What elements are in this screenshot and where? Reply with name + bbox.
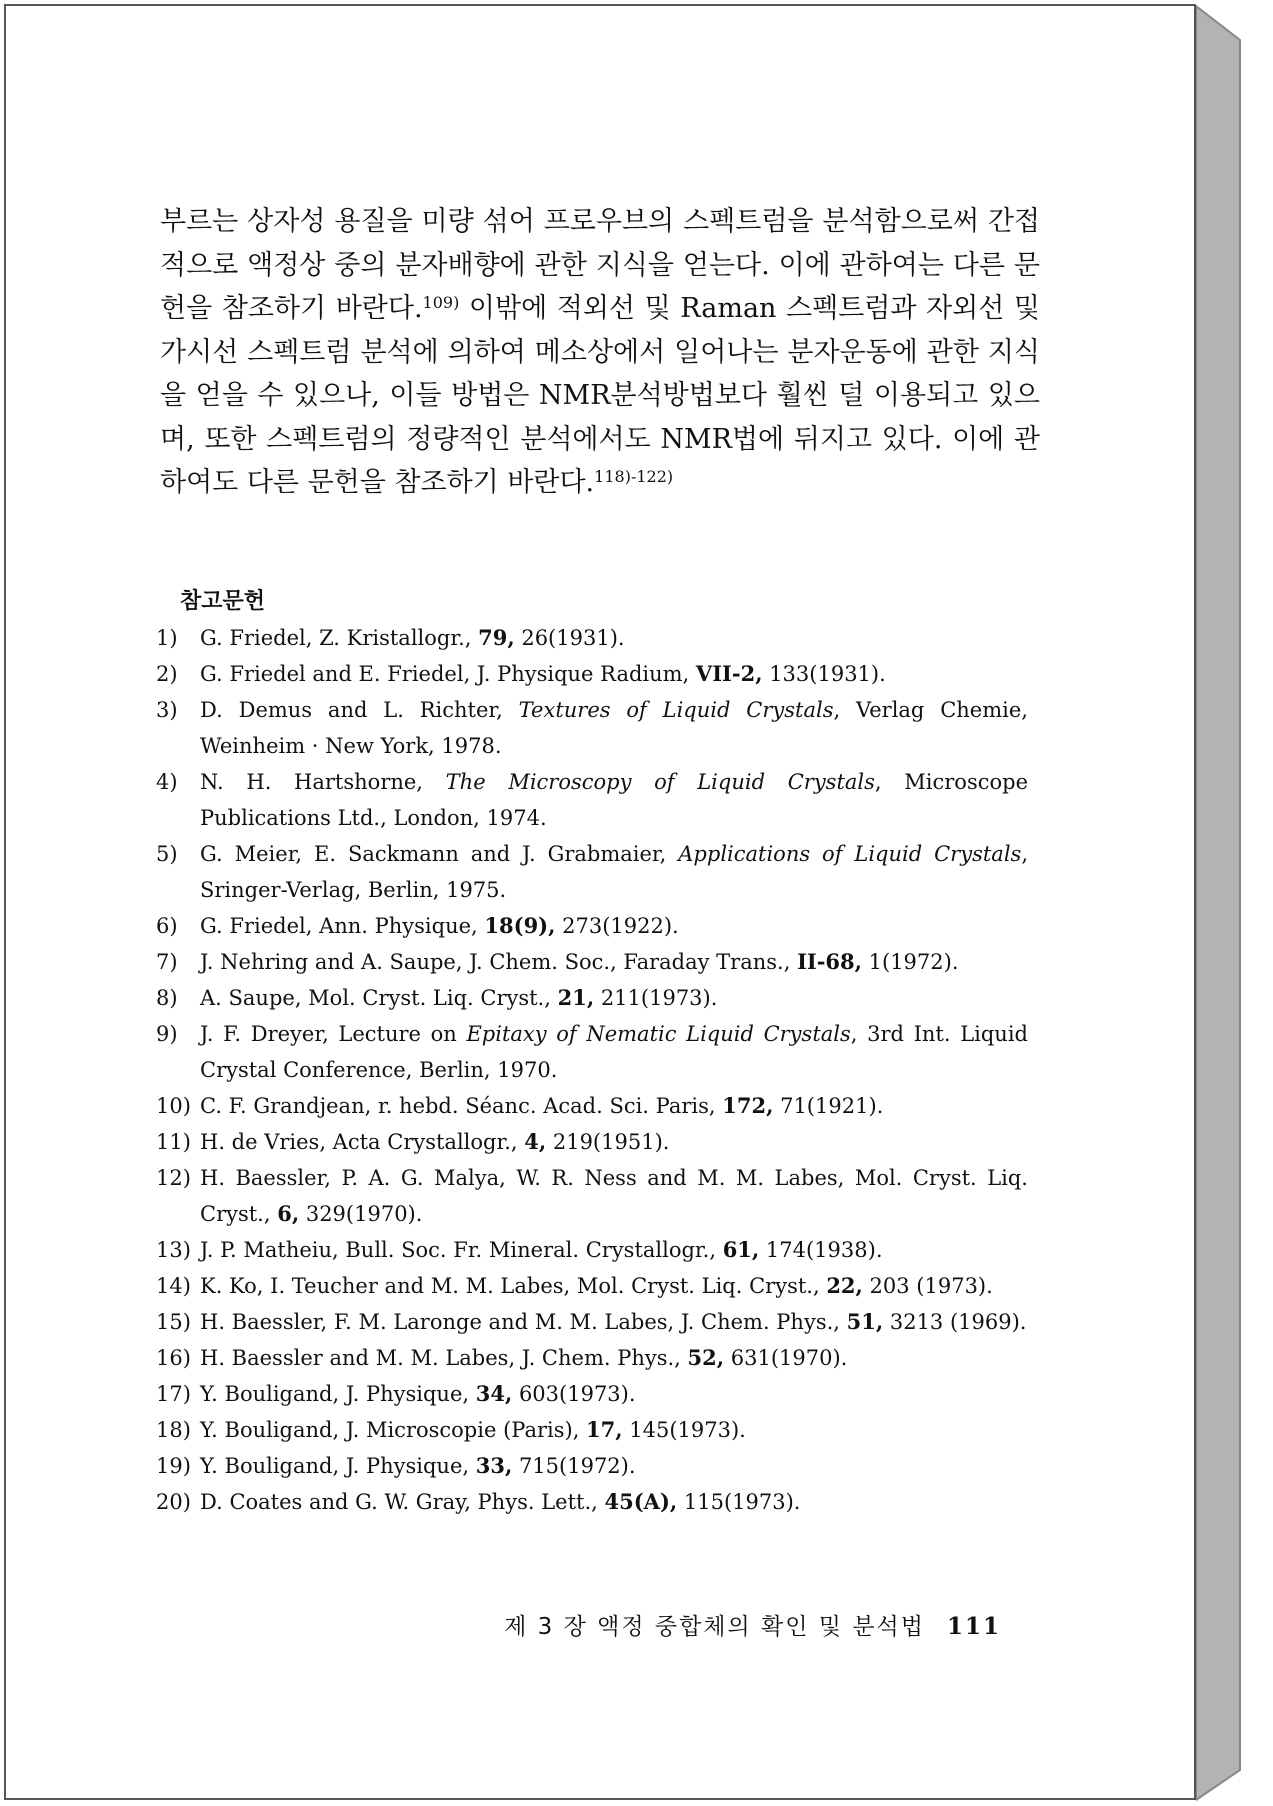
reference-details: , Verlag Chemie, Weinheim · New York, 1978.: [200, 698, 1028, 758]
reference-volume: 21,: [557, 985, 595, 1010]
citation-118-122: 118)-122): [594, 467, 674, 486]
reference-volume: 18(9),: [484, 913, 556, 938]
reference-authors: Y. Bouligand, J. Microscopie (Paris),: [200, 1418, 587, 1442]
reference-book-title: The Microscopy of Liquid Crystals: [445, 770, 875, 794]
reference-list: [156, 620, 1028, 1520]
reference-volume: 172,: [722, 1093, 774, 1118]
reference-volume: 51,: [846, 1309, 884, 1334]
reference-number: 12): [156, 1166, 191, 1190]
reference-number: 20): [156, 1490, 191, 1514]
reference-details: 203 (1973).: [862, 1274, 993, 1298]
reference-authors: G. Meier, E. Sackmann and J. Grabmaier,: [200, 842, 679, 866]
reference-number: 17): [156, 1382, 191, 1406]
reference-item: [156, 692, 1028, 764]
reference-authors: J. Nehring and A. Saupe, J. Chem. Soc., Faraday Trans.,: [200, 950, 798, 974]
book-edge: [1196, 0, 1248, 1806]
reference-item: [156, 1088, 1028, 1124]
reference-volume: 33,: [475, 1453, 513, 1478]
reference-number: 5): [156, 842, 178, 866]
reference-authors: J. P. Matheiu, Bull. Soc. Fr. Mineral. Crystallogr.,: [200, 1238, 723, 1262]
reference-item: [156, 980, 1028, 1016]
reference-authors: N. H. Hartshorne,: [200, 770, 446, 794]
references-heading: 참고문헌: [180, 589, 266, 614]
reference-authors: G. Friedel, Ann. Physique,: [200, 914, 485, 938]
reference-item: [156, 1268, 1028, 1304]
reference-number: 9): [156, 1022, 178, 1046]
reference-item: [156, 1412, 1028, 1448]
reference-details: 329(1970).: [299, 1202, 423, 1226]
reference-authors: H. Baessler and M. M. Labes, J. Chem. Phys.,: [200, 1346, 688, 1370]
reference-number: 10): [156, 1094, 191, 1118]
reference-number: 15): [156, 1310, 191, 1334]
body-paragraph: [160, 200, 1040, 505]
reference-details: , Microscope Publications Ltd., London, 1974.: [200, 770, 1028, 830]
page-number: 111: [946, 1613, 1001, 1640]
reference-authors: Y. Bouligand, J. Physique,: [200, 1382, 476, 1406]
reference-volume: 4,: [524, 1129, 547, 1154]
reference-number: 3): [156, 698, 178, 722]
reference-details: 211(1973).: [594, 986, 718, 1010]
reference-volume: 61,: [722, 1237, 760, 1262]
reference-authors: Y. Bouligand, J. Physique,: [200, 1454, 476, 1478]
reference-authors: C. F. Grandjean, r. hebd. Séanc. Acad. Sci. Paris,: [200, 1094, 723, 1118]
reference-volume: 45(A),: [604, 1489, 678, 1514]
reference-item: [156, 1448, 1028, 1484]
reference-volume: 22,: [826, 1273, 863, 1298]
reference-details: 115(1973).: [677, 1490, 801, 1514]
reference-item: [156, 1376, 1028, 1412]
reference-number: 7): [156, 950, 178, 974]
reference-details: 273(1922).: [555, 914, 679, 938]
reference-details: , Sringer-Verlag, Berlin, 1975.: [200, 842, 1028, 902]
reference-item: [156, 1232, 1028, 1268]
reference-item: [156, 944, 1028, 980]
reference-details: 631(1970).: [724, 1346, 848, 1370]
reference-book-title: Textures of Liquid Crystals: [518, 698, 834, 722]
reference-volume: II-68,: [797, 949, 862, 974]
reference-volume: 79,: [478, 625, 515, 650]
reference-number: 18): [156, 1418, 191, 1442]
reference-book-title: Applications of Liquid Crystals: [678, 842, 1022, 866]
reference-authors: H. de Vries, Acta Crystallogr.,: [200, 1130, 525, 1154]
reference-details: , 3rd Int. Liquid Crystal Conference, Berlin, 1970.: [200, 1022, 1028, 1082]
reference-details: 603(1973).: [512, 1382, 636, 1406]
paragraph-text-1: 부르는 상자성 용질을 미량 섞어 프로우브의 스펙트럼을 분석함으로써 간접적으로 액정상 중의 분자배향에 관한 지식을 얻는다. 이에 관하여는 다른 문헌을 참조하기 바란다.: [160, 206, 1040, 324]
reference-details: 133(1931).: [762, 662, 886, 686]
reference-volume: 6,: [277, 1201, 300, 1226]
reference-item: [156, 1304, 1028, 1340]
reference-number: 11): [156, 1130, 191, 1154]
reference-authors: K. Ko, I. Teucher and M. M. Labes, Mol. Cryst. Liq. Cryst.,: [200, 1274, 827, 1298]
reference-details: 26(1931).: [514, 626, 625, 650]
reference-authors: D. Demus and L. Richter,: [200, 698, 519, 722]
reference-details: 71(1921).: [773, 1094, 884, 1118]
reference-authors: G. Friedel and E. Friedel, J. Physique Radium,: [200, 662, 696, 686]
reference-authors: A. Saupe, Mol. Cryst. Liq. Cryst.,: [200, 986, 558, 1010]
reference-number: 14): [156, 1274, 191, 1298]
reference-number: 2): [156, 662, 178, 686]
reference-volume: VII-2,: [695, 661, 763, 686]
reference-item: [156, 908, 1028, 944]
reference-volume: 34,: [475, 1381, 513, 1406]
reference-number: 6): [156, 914, 178, 938]
reference-authors: D. Coates and G. W. Gray, Phys. Lett.,: [200, 1490, 605, 1514]
reference-details: 174(1938).: [759, 1238, 883, 1262]
reference-item: [156, 1340, 1028, 1376]
reference-number: 19): [156, 1454, 191, 1478]
reference-details: 3213 (1969).: [883, 1310, 1027, 1334]
reference-item: [156, 656, 1028, 692]
reference-item: [156, 1160, 1028, 1232]
paragraph-text-2: 이밖에 적외선 및 Raman 스펙트럼과 자외선 및 가시선 스펙트럼 분석에 의하여 메소상에서 일어나는 분자운동에 관한 지식을 얻을 수 있으나, 이들 방법은 NMR분석방법보다 훨씬 덜 이용되고 있으며, 또한 스펙트럼의 정량적인 분석에서도 NMR법에 뒤지고 있다. 이에 관하여도 다른 문헌을 참조하기 바란다.: [160, 293, 1040, 498]
citation-109: 109): [422, 293, 460, 312]
reference-item: [156, 620, 1028, 656]
reference-item: [156, 1124, 1028, 1160]
reference-volume: 52,: [687, 1345, 725, 1370]
reference-details: 145(1973).: [622, 1418, 746, 1442]
running-footer: [504, 1608, 1001, 1641]
chapter-title: 제 3 장 액정 중합체의 확인 및 분석법: [504, 1614, 925, 1640]
reference-authors: J. F. Dreyer, Lecture on: [200, 1022, 467, 1046]
reference-number: 4): [156, 770, 178, 794]
reference-item: [156, 764, 1028, 836]
reference-number: 13): [156, 1238, 191, 1262]
reference-item: [156, 1484, 1028, 1520]
reference-details: 219(1951).: [546, 1130, 670, 1154]
reference-authors: G. Friedel, Z. Kristallogr.,: [200, 626, 479, 650]
reference-number: 8): [156, 986, 178, 1010]
reference-item: [156, 836, 1028, 908]
reference-number: 16): [156, 1346, 191, 1370]
reference-number: 1): [156, 626, 178, 650]
reference-authors: H. Baessler, F. M. Laronge and M. M. Labes, J. Chem. Phys.,: [200, 1310, 847, 1334]
reference-book-title: Epitaxy of Nematic Liquid Crystals: [466, 1022, 851, 1046]
reference-authors: H. Baessler, P. A. G. Malya, W. R. Ness and M. M. Labes, Mol. Cryst. Liq. Cryst.,: [200, 1166, 1028, 1226]
reference-details: 715(1972).: [512, 1454, 636, 1478]
reference-item: [156, 1016, 1028, 1088]
reference-details: 1(1972).: [861, 950, 959, 974]
reference-volume: 17,: [586, 1417, 623, 1442]
